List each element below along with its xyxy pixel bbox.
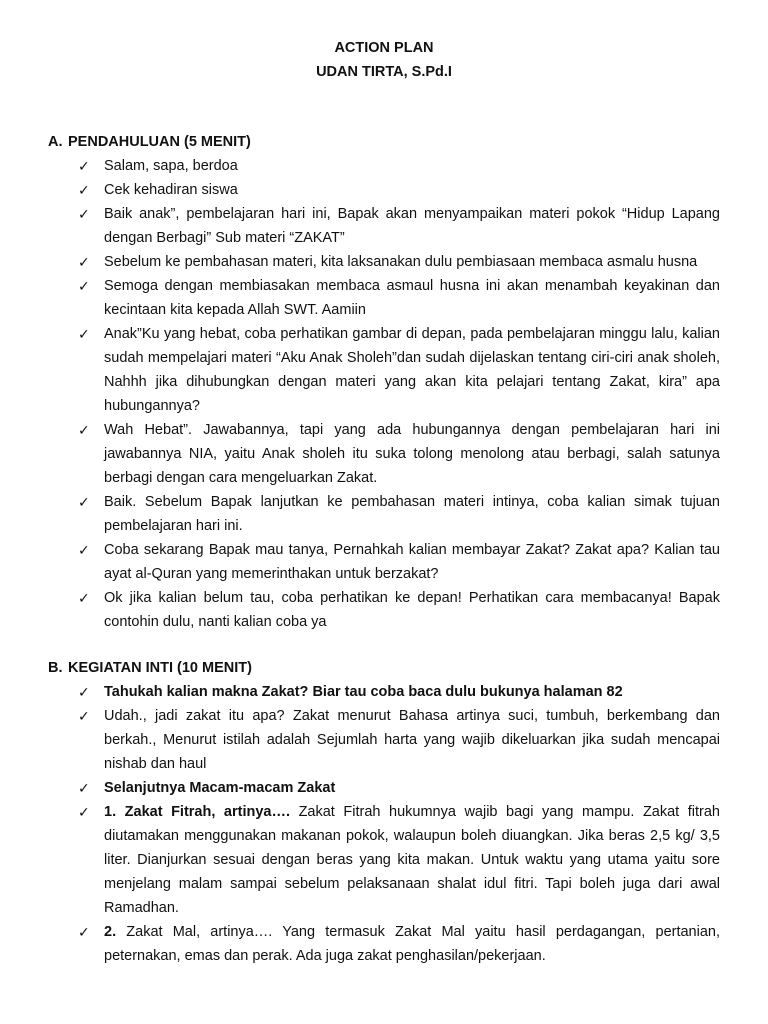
list-item (48, 920, 720, 968)
list-item (48, 704, 720, 776)
check-mark-icon: ✓ (78, 494, 90, 510)
item-lead: 1. Zakat Fitrah, artinya…. (104, 804, 291, 820)
item-text: Udah., jadi zakat itu apa? Zakat menurut Bahasa artinya suci, tumbuh, berkembang dan berkah., Menurut istilah adalah Sejumlah harta yang wajib dikeluarkan jika sudah mencapai nishab dan haul (104, 708, 720, 772)
list-item (48, 776, 720, 800)
item-text: Semoga dengan membiasakan membaca asmaul husna ini akan menambah keyakinan dan kecintaan kita kepada Allah SWT. Aamiin (104, 278, 720, 318)
item-text: Zakat Fitrah hukumnya wajib bagi yang mampu. Zakat fitrah diutamakan menggunakan makanan pokok, walaupun boleh diuangkan. Jika beras 2,5 kg/ 3,5 liter. Dianjurkan sesuai dengan beras yang kita makan. Untuk waktu yang utama yaitu sore menjelang malam sampai sebelum pelaksanaan shalat idul fitri. Tapi boleh juga dari awal Ramadhan. (104, 804, 720, 916)
list-item (48, 250, 720, 274)
section-title: KEGIATAN INTI (10 MENIT) (68, 660, 252, 676)
item-text: Coba sekarang Bapak mau tanya, Pernahkah kalian membayar Zakat? Zakat apa? Kalian tau ayat al-Quran yang memerinthakan untuk berzakat? (104, 542, 720, 582)
list-item (48, 800, 720, 920)
check-mark-icon: ✓ (78, 278, 90, 294)
item-text: Wah Hebat”. Jawabannya, tapi yang ada hubungannya dengan pembelajaran hari ini jawabannya NIA, yaitu Anak sholeh itu suka tolong menolong atau berbagi, salah satunya berbagi dengan cara mengeluarkan Zakat. (104, 422, 720, 486)
check-mark-icon: ✓ (78, 326, 90, 342)
check-mark-icon: ✓ (78, 206, 90, 222)
item-lead: Tahukah kalian makna Zakat? Biar tau coba baca dulu bukunya halaman 82 (104, 684, 623, 700)
list-item (48, 680, 720, 704)
check-mark-icon: ✓ (78, 254, 90, 270)
check-mark-icon: ✓ (78, 708, 90, 724)
check-mark-icon: ✓ (78, 684, 90, 700)
title-block (48, 36, 720, 84)
item-text: Anak”Ku yang hebat, coba perhatikan gambar di depan, pada pembelajaran minggu lalu, kalian sudah mempelajari materi “Aku Anak Sholeh”dan sudah dijelaskan tentang ciri-ciri anak sholeh, Nahhh jika dihubungkan dengan materi yang akan kita pelajari tentang Zakat, kira” apa hubungannya? (104, 326, 720, 414)
list-item (48, 538, 720, 586)
check-mark-icon: ✓ (78, 590, 90, 606)
item-text: Baik anak”, pembelajaran hari ini, Bapak akan menyampaikan materi pokok “Hidup Lapang dengan Berbagi” Sub materi “ZAKAT” (104, 206, 720, 246)
checklist (48, 680, 720, 968)
check-mark-icon: ✓ (78, 182, 90, 198)
list-item (48, 322, 720, 418)
item-lead: Selanjutnya Macam-macam Zakat (104, 780, 336, 796)
item-lead: 2. (104, 924, 117, 940)
list-item (48, 418, 720, 490)
section-kegiatan-inti (48, 656, 720, 968)
check-mark-icon: ✓ (78, 542, 90, 558)
section-pendahuluan (48, 130, 720, 634)
list-item (48, 274, 720, 322)
checklist (48, 154, 720, 634)
document-title: ACTION PLAN (334, 40, 434, 56)
item-text: Salam, sapa, berdoa (104, 158, 238, 174)
section-heading (48, 656, 720, 680)
item-text: Ok jika kalian belum tau, coba perhatikan ke depan! Perhatikan cara membacanya! Bapak contohin dulu, nanti kalian coba ya (104, 590, 720, 630)
list-item (48, 202, 720, 250)
list-item (48, 154, 720, 178)
section-heading (48, 130, 720, 154)
check-mark-icon: ✓ (78, 158, 90, 174)
check-mark-icon: ✓ (78, 422, 90, 438)
item-text: Cek kehadiran siswa (104, 182, 238, 198)
list-item (48, 178, 720, 202)
list-item (48, 490, 720, 538)
item-text: Sebelum ke pembahasan materi, kita laksanakan dulu pembiasaan membaca asmalu husna (104, 254, 698, 270)
item-text: Zakat Mal, artinya…. Yang termasuk Zakat Mal yaitu hasil perdagangan, pertanian, peternakan, emas dan perak. Ada juga zakat penghasilan/pekerjaan. (104, 924, 720, 964)
check-mark-icon: ✓ (78, 924, 90, 940)
item-text: Baik. Sebelum Bapak lanjutkan ke pembahasan materi intinya, coba kalian simak tujuan pembelajaran hari ini. (104, 494, 720, 534)
section-letter: A. (48, 134, 63, 150)
section-title: PENDAHULUAN (5 MENIT) (68, 134, 251, 150)
list-item (48, 586, 720, 634)
section-letter: B. (48, 660, 63, 676)
check-mark-icon: ✓ (78, 804, 90, 820)
check-mark-icon: ✓ (78, 780, 90, 796)
document-author: UDAN TIRTA, S.Pd.I (316, 64, 452, 80)
